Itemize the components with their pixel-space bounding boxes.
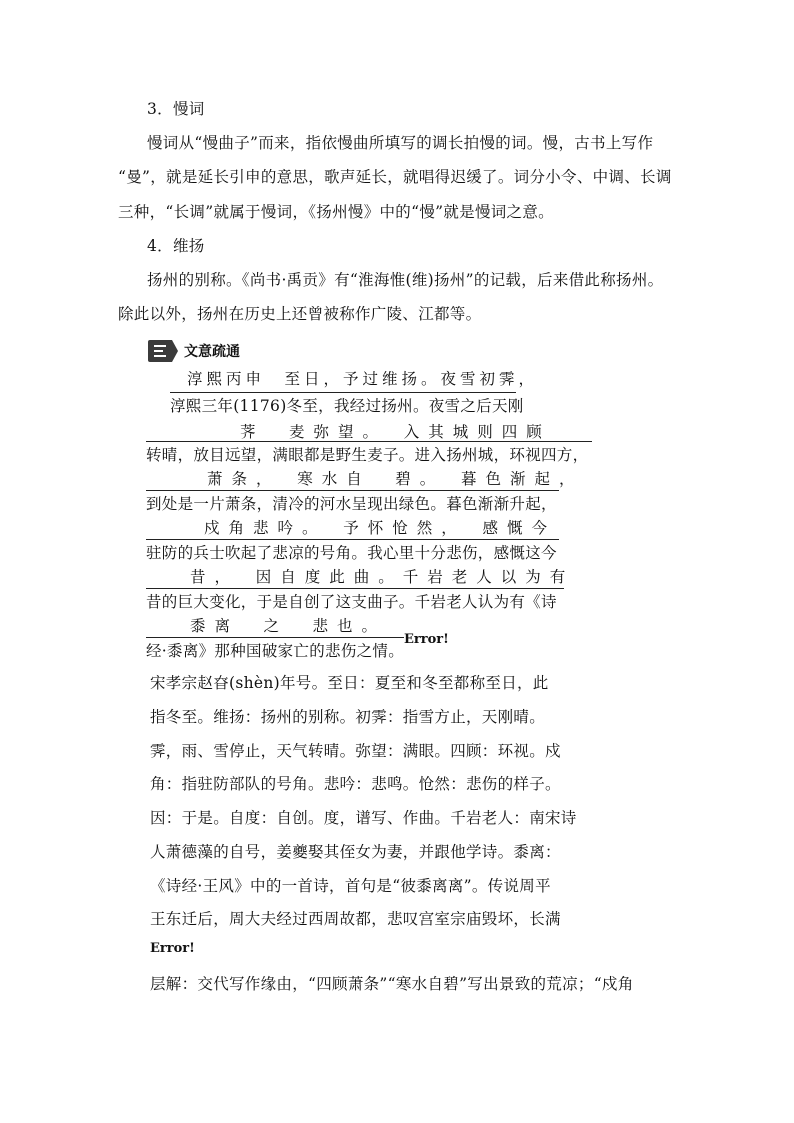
passage-original-line: 戍角悲吟。 予怀怆然， 感慨今 <box>204 519 557 537</box>
error-field: Error! <box>404 632 449 647</box>
error-field: Error! <box>150 941 195 956</box>
passage-original-line: 萧条， 寒水自 碧。 暮色渐起， <box>207 470 584 488</box>
note-line: 角：指驻防部队的号角。悲吟：悲鸣。怆然：悲伤的样子。 <box>150 775 561 793</box>
passage-translation-line: 淳熙三年(1176)冬至，我经过扬州。夜雪之后天刚 <box>170 397 524 415</box>
note-line: 指冬至。维扬：扬州的别称。初霁：指雪方止，天刚晴。 <box>150 708 546 726</box>
heading-man-ci: 3．慢词 <box>147 100 205 118</box>
paragraph-line: 慢词从“慢曲子”而来，指依慢曲所填写的调长拍慢的词。慢，古书上写作 <box>147 134 654 152</box>
underline <box>146 637 404 638</box>
analysis-line: 层解：交代写作缘由，“四顾萧条”“寒水自碧”写出景致的荒凉；“戍角 <box>150 975 634 993</box>
note-line: 宋孝宗赵昚(shèn)年号。至日：夏至和冬至都称至日，此 <box>150 674 549 692</box>
underline <box>146 441 592 442</box>
passage-original-line: 黍离 之 悲也。 <box>190 617 387 635</box>
note-line: 因：于是。自度：自创。度，谱写、作曲。千岩老人：南宋诗 <box>150 809 577 827</box>
passage-original-line: 淳熙丙申 至日，予过维扬。夜雪初霁， <box>187 370 539 388</box>
paragraph-line: “曼”，就是延长引申的意思，歌声延长，就唱得迟缓了。词分小令、中调、长调 <box>118 168 672 186</box>
heading-wei-yang: 4．维扬 <box>147 237 205 255</box>
passage-original-line: 昔， 因自度此曲。千岩老人以为有 <box>190 568 575 586</box>
note-line: 人萧德藻的自号，姜夔娶其侄女为妻，并跟他学诗。黍离： <box>150 843 561 861</box>
passage-translation-line: 经·黍离》那种国破家亡的悲伤之情。 <box>146 642 405 660</box>
underline <box>146 539 559 540</box>
passage-translation-line: 驻防的兵士吹起了悲凉的号角。我心里十分悲伤，感慨这今 <box>146 544 557 562</box>
paragraph-line: 扬州的别称。《尚书·禹贡》有“淮海惟(维)扬州”的记载，后来借此称扬州。 <box>147 271 664 289</box>
underline <box>146 588 564 589</box>
paragraph-line: 三种，“长调”就属于慢词，《扬州慢》中的“慢”就是慢词之意。 <box>118 203 554 221</box>
passage-translation-line: 到处是一片萧条，清冷的河水呈现出绿色。暮色渐渐升起， <box>146 495 557 513</box>
paragraph-line: 除此以外，扬州在历史上还曾被称作广陵、江都等。 <box>118 305 482 323</box>
note-line: 《诗经·王风》中的一首诗，首句是“彼黍离离”。传说周平 <box>150 877 551 895</box>
note-line: 王东迁后，周大夫经过西周故都，悲叹宫室宗庙毁坏，长满 <box>150 910 561 928</box>
passage-translation-line: 昔的巨大变化，于是自创了这支曲子。千岩老人认为有《诗 <box>146 593 557 611</box>
passage-translation-line: 转晴，放目远望，满眼都是野生麦子。进入扬州城，环视四方， <box>146 446 589 464</box>
three-lines-section-icon <box>148 340 172 362</box>
passage-original-line: 荠 麦弥望。 入其城则四顾 <box>240 423 551 441</box>
note-line: 霁，雨、雪停止，天气转晴。弥望：满眼。四顾：环视。戍 <box>150 742 561 760</box>
underline <box>146 490 559 491</box>
underline <box>170 392 516 393</box>
section-title: 文意疏通 <box>184 344 240 360</box>
